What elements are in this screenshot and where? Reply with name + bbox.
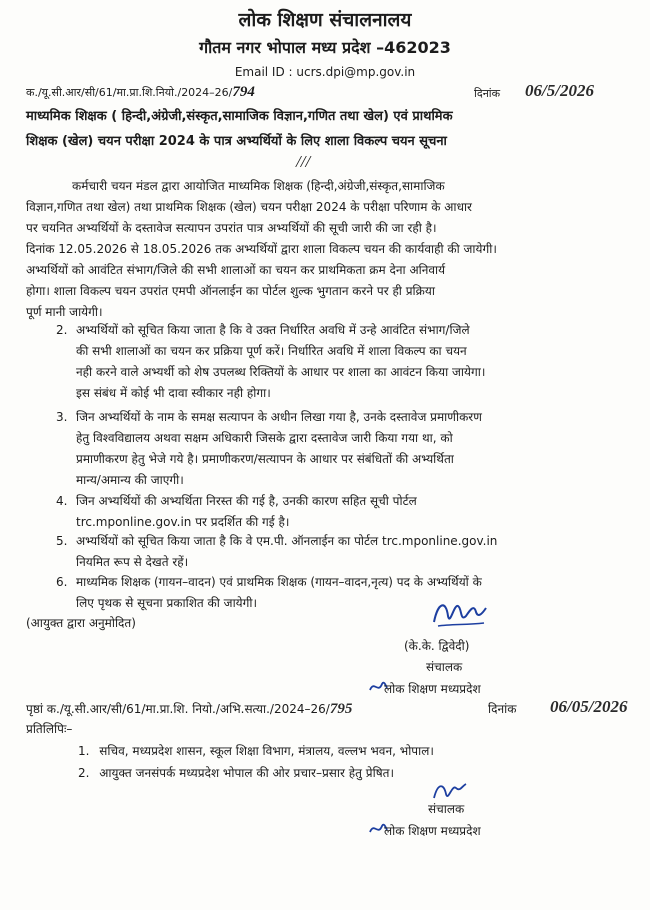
copy-number: 2. [78, 766, 90, 780]
point-number: 4. [56, 494, 68, 508]
point-line: की सभी शालाओं का चयन कर प्रक्रिया पूर्ण करें। निर्धारित अवधि में शाला विकल्प का चयन [76, 344, 467, 358]
point-5 [26, 531, 630, 573]
intro-line: पर चयनित अभ्यर्थियों के दस्तावेज सत्यापन उपरांत पात्र अभ्यर्थियों की सूची जारी की जा रही है। [26, 221, 437, 235]
copy-label: प्रतिलिपिः– [26, 722, 73, 736]
point-line: अभ्यर्थियों को सूचित किया जाता है कि वे उक्त निर्धारित अवधि में उन्हे आवंटित संभाग/जिले [76, 323, 470, 337]
point-number: 6. [56, 575, 68, 589]
endorsement-number: 795 [329, 701, 353, 717]
signatory-designation: संचालक [428, 802, 465, 816]
signatory-designation: संचालक [426, 660, 463, 674]
point-number: 5. [56, 534, 68, 548]
office-address: गौतम नगर भोपाल मध्य प्रदेश –462023 [199, 38, 451, 57]
point-number: 2. [56, 323, 68, 337]
endorsement-date: 06/05/2026 [550, 697, 628, 716]
office-email: Email ID : ucrs.dpi@mp.gov.in [234, 65, 416, 79]
signatory-name: (के.के. द्विवेदी) [404, 639, 470, 653]
reference-number: 794 [232, 84, 255, 100]
subject-heading [26, 104, 626, 154]
endorsement-prefix: पृष्ठां क./यू.सी.आर/सी/61/मा.प्रा.शि. नियो./अभि.सत्या./2024–26/ [26, 702, 330, 716]
point-line: नियमित रूप से देखते रहें। [76, 555, 189, 569]
intro-line: पूर्ण मानी जायेगी। [26, 305, 103, 319]
intro-line: विज्ञान,गणित तथा खेल) तथा प्राथमिक शिक्षक (खेल) चयन परीक्षा 2024 के परीक्षा परिणाम के आधार [26, 200, 472, 214]
point-line: अभ्यर्थियों को सूचित किया जाता है कि वे एम.पी. ऑनलाईन का पोर्टल trc.mponline.gov.in [76, 534, 498, 548]
point-4 [26, 491, 630, 533]
office-title: लोक शिक्षण संचालनालय [238, 9, 412, 31]
intro-line: कर्मचारी चयन मंडल द्वारा आयोजित माध्यमिक शिक्षक (हिन्दी,अंग्रेजी,संस्कृत,सामाजिक [72, 179, 445, 193]
point-3 [26, 407, 630, 491]
point-line: इस संबंध में कोई भी दावा स्वीकार नही होगा। [76, 386, 271, 400]
copy-text: आयुक्त जनसंपर्क मध्यप्रदेश भोपाल की ओर प्रचार–प्रसार हेतु प्रेषित। [99, 766, 395, 780]
subject-line-1: माध्यमिक शिक्षक ( हिन्दी,अंग्रेजी,संस्कृत,सामाजिक विज्ञान,गणित तथा खेल) एवं प्राथमिक [26, 109, 453, 124]
intro-line: होगा। शाला विकल्प चयन उपरांत एमपी ऑनलाईन का पोर्टल शुल्क भुगतान करने पर ही प्रक्रिया [26, 284, 435, 298]
point-line: trc.mponline.gov.in पर प्रदर्शित की गई है। [76, 515, 290, 529]
point-line: जिन अभ्यर्थियों की अभ्यर्थिता निरस्त की गई है, उनकी कारण सहित सूची पोर्टल [76, 494, 417, 508]
point-line: नही करने वाले अभ्यर्थी को शेष उपलब्ध रिक्तियों के आधार पर शाला का आवंटन किया जायेगा। [76, 365, 486, 379]
copy-number: 1. [78, 744, 90, 758]
copy-item [78, 742, 434, 759]
subject-line-2: शिक्षक (खेल) चयन परीक्षा 2024 के पात्र अभ्यर्थियों के लिए शाला विकल्प चयन सूचना [26, 134, 447, 149]
intro-line: दिनांक 12.05.2026 से 18.05.2026 तक अभ्यर्थियों द्वारा शाला विकल्प चयन की कार्यवाही की जायेगी। [26, 242, 497, 256]
reference-date: 06/5/2026 [525, 81, 594, 100]
signature-mark [430, 596, 490, 630]
copy-text: सचिव, मध्यप्रदेश शासन, स्कूल शिक्षा विभाग, मंत्रालय, वल्लभ भवन, भोपाल। [99, 744, 434, 758]
point-line: लिए पृथक से सूचना प्रकाशित की जायेगी। [76, 596, 258, 610]
endorsement-date-label: दिनांक [488, 702, 517, 716]
point-6 [26, 572, 630, 614]
point-number: 3. [56, 410, 68, 424]
point-line: माध्यमिक शिक्षक (गायन–वादन) एवं प्राथमिक शिक्षक (गायन–वादन,नृत्य) पद के अभ्यर्थियों के [76, 575, 482, 589]
reference-prefix: क./यू.सी.आर/सी/61/मा.प्रा.शि.नियो./2024–26/ [26, 86, 233, 99]
point-line: प्रमाणीकरण हेतु भेजे गये है। प्रमाणीकरण/सत्यापन के आधार पर संबंधितों की अभ्यर्थिता [76, 452, 454, 466]
signatory-office: लोक शिक्षण मध्यप्रदेश [384, 682, 481, 696]
approval-note: (आयुक्त द्वारा अनुमोदित) [26, 616, 136, 630]
signatory-office: लोक शिक्षण मध्यप्रदेश [384, 824, 481, 838]
point-line: जिन अभ्यर्थियों के नाम के समक्ष सत्यापन के अधीन लिखा गया है, उनके दस्तावेज प्रमाणीकरण [76, 410, 482, 424]
copy-item [78, 764, 394, 781]
subject-marks: /// [296, 152, 311, 171]
point-line: मान्य/अमान्य की जाएगी। [76, 473, 184, 487]
reference-line [26, 84, 255, 101]
point-2 [26, 320, 630, 404]
endorsement-line [26, 700, 352, 718]
reference-date-label: दिनांक [474, 87, 501, 100]
intro-line: अभ्यर्थियों को आवंटित संभाग/जिले की सभी शालाओं का चयन कर प्राथमिकता क्रम देना अनिवार्य [26, 263, 446, 277]
intro-paragraph [26, 176, 630, 323]
point-line: हेतु विश्वविद्यालय अथवा सक्षम अधिकारी जिसके द्वारा दस्तावेज जारी किया गया था, को [76, 431, 453, 445]
